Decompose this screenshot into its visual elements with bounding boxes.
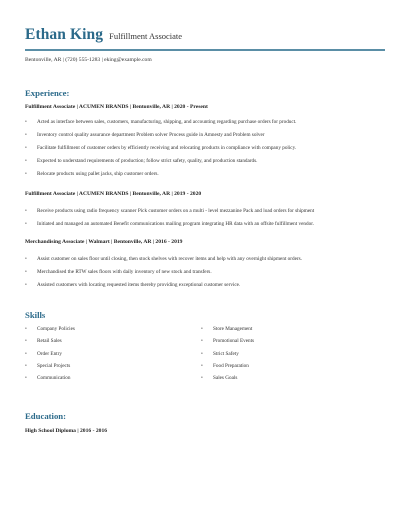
- candidate-title: Fulfillment Associate: [109, 31, 183, 41]
- bullet-dot-icon: •: [25, 269, 27, 275]
- skill-label: Communication: [37, 375, 71, 382]
- skill-label: Food Preparation: [213, 362, 249, 369]
- list-item: [25, 158, 385, 165]
- header-divider: [25, 49, 385, 51]
- list-item: [25, 282, 385, 289]
- bullet-text: Expected to understand requirements of production; follow strict safety, quality, and production standards.: [37, 158, 258, 164]
- skills-left-column: [25, 326, 75, 387]
- bullet-dot-icon: •: [201, 338, 203, 345]
- list-item: [25, 221, 385, 228]
- list-item: [25, 132, 385, 139]
- name-row: [25, 26, 385, 44]
- skill-label: Sales Goals: [213, 375, 238, 382]
- bullet-text: Facilitate fulfillment of customer orders by efficiently receiving and relocating products in compliance with company policy.: [37, 145, 297, 151]
- list-item: [25, 145, 385, 152]
- resume-header: [25, 26, 385, 44]
- skills-heading: Skills: [25, 310, 46, 320]
- skill-label: Retail Sales: [37, 338, 62, 345]
- bullet-text: Assist customer on sales floor until closing, then stock shelves with recover items and help with any overnight shipment orders.: [37, 256, 302, 262]
- bullet-dot-icon: •: [25, 338, 27, 345]
- skill-item: [201, 338, 254, 350]
- skill-label: Company Policies: [37, 326, 75, 332]
- skill-item: [201, 351, 254, 363]
- skill-item: [25, 338, 75, 350]
- education-entry: High School Diploma | 2016 - 2016: [25, 428, 108, 434]
- bullet-text: Initiated and managed an automated Benefit communications mailing program integrating HR data with an offsite fulfillment vendor.: [37, 221, 314, 227]
- job-3-bullets: [25, 256, 385, 295]
- skill-item: [201, 375, 254, 387]
- skill-label: Order Entry: [37, 350, 62, 357]
- bullet-dot-icon: •: [25, 119, 27, 125]
- experience-heading: Experience:: [25, 88, 70, 98]
- bullet-dot-icon: •: [25, 375, 27, 382]
- bullet-dot-icon: •: [25, 171, 27, 177]
- education-heading: Education:: [25, 411, 67, 421]
- bullet-text: Relocate products using pallet jacks, ship customer orders.: [37, 171, 159, 177]
- list-item: [25, 256, 385, 263]
- skill-item: [25, 363, 75, 375]
- bullet-dot-icon: •: [25, 326, 27, 332]
- bullet-dot-icon: •: [25, 350, 27, 357]
- bullet-dot-icon: •: [25, 282, 27, 288]
- list-item: [25, 208, 385, 215]
- bullet-dot-icon: •: [201, 350, 203, 357]
- skill-label: Special Projects: [37, 362, 71, 369]
- bullet-dot-icon: •: [25, 362, 27, 369]
- list-item: [25, 269, 385, 276]
- list-item: [25, 119, 385, 126]
- job-heading-3: Merchandising Associate | Walmart | Bentonville, AR | 2016 - 2019: [25, 239, 183, 245]
- skill-label: Strict Safety: [213, 350, 239, 357]
- bullet-text: Assisted customers with locating requested items thereby providing exceptional customer service.: [37, 282, 241, 288]
- bullet-text: Acted as interface between sales, customers, manufacturing, shipping, and accounting regarding purchase orders for product.: [37, 119, 297, 125]
- list-item: [25, 171, 385, 178]
- bullet-dot-icon: •: [201, 326, 203, 332]
- bullet-dot-icon: •: [25, 256, 27, 262]
- job-2-bullets: [25, 208, 385, 234]
- bullet-dot-icon: •: [201, 362, 203, 369]
- bullet-text: Receive products using radio frequency scanner Pick customer orders on a multi - level mezzanine Pack and load orders for shipment: [37, 208, 315, 214]
- bullet-dot-icon: •: [25, 221, 27, 227]
- skill-item: [25, 375, 75, 387]
- bullet-text: Merchandised the RTW sales floors with daily inventory of new stock and transfers.: [37, 269, 212, 275]
- skill-item: [25, 351, 75, 363]
- bullet-text: Inventory control quality assurance department Problem solver Process guide in Amnesty and Problem solver: [37, 132, 265, 138]
- bullet-dot-icon: •: [25, 158, 27, 164]
- skill-item: [25, 326, 75, 338]
- skill-label: Store Management: [213, 326, 253, 332]
- job-heading-2: Fulfillment Associate | ACUMEN BRANDS | Bentonville, AR | 2019 - 2020: [25, 191, 202, 197]
- candidate-name: Ethan King: [25, 26, 104, 43]
- contact-info: Bentonville, AR | (720) 555-1283 | eking@example.com: [25, 57, 152, 63]
- job-heading-1: Fulfillment Associate | ACUMEN BRANDS | Bentonville, AR | 2020 - Present: [25, 104, 208, 110]
- skills-right-column: [201, 326, 254, 387]
- skill-item: [201, 363, 254, 375]
- bullet-dot-icon: •: [25, 145, 27, 151]
- bullet-dot-icon: •: [25, 208, 27, 214]
- skill-item: [201, 326, 254, 338]
- bullet-dot-icon: •: [201, 375, 203, 382]
- skill-label: Promotional Events: [213, 338, 255, 345]
- job-1-bullets: [25, 119, 385, 184]
- bullet-dot-icon: •: [25, 132, 27, 138]
